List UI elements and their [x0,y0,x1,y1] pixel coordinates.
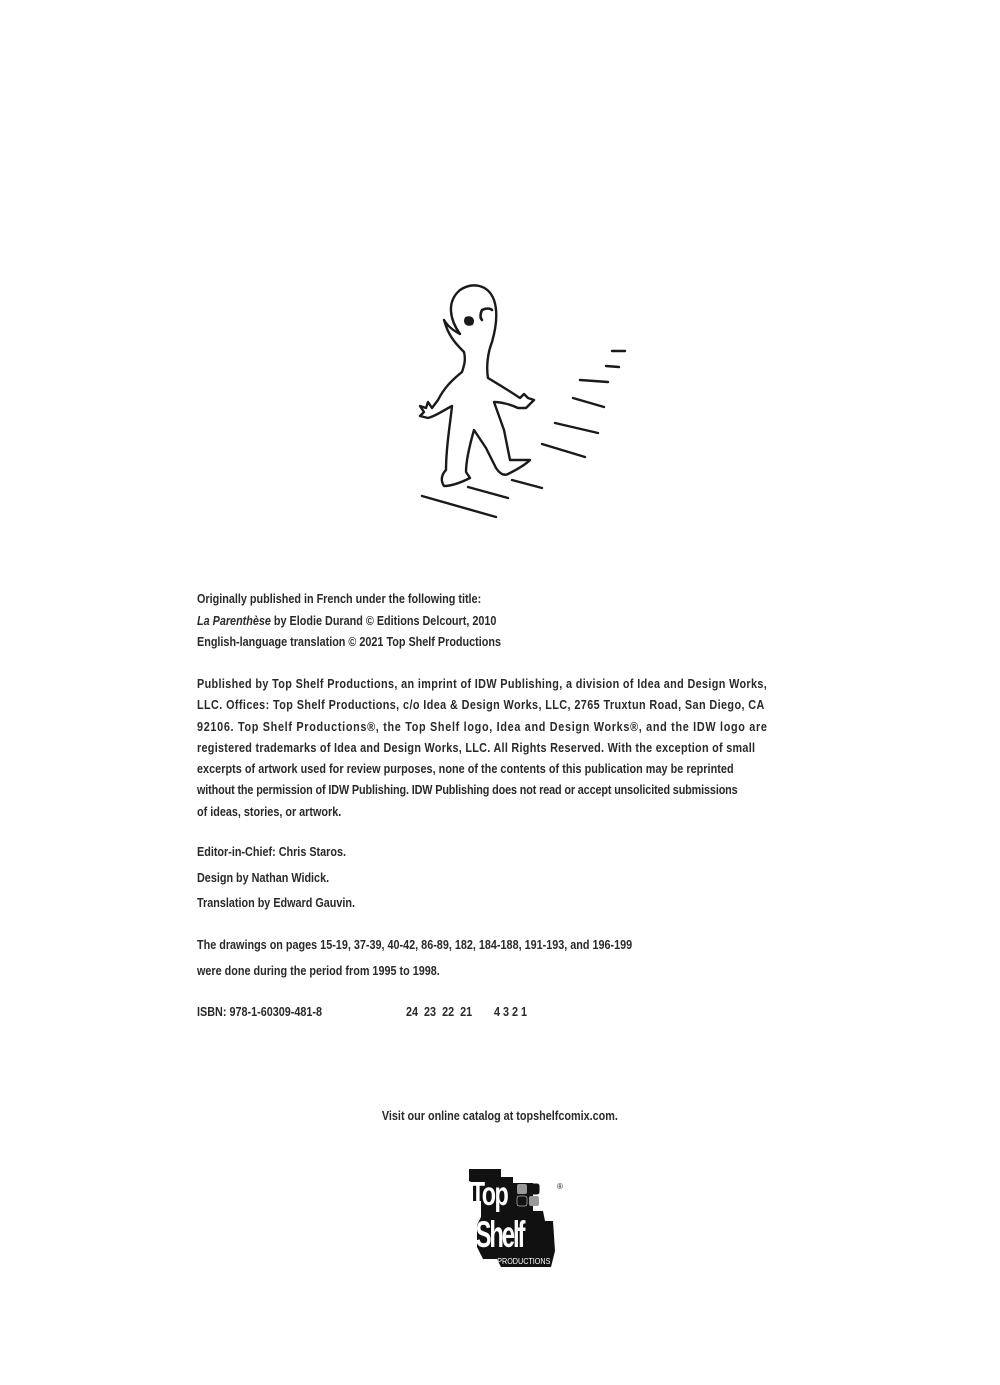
editor-credit: Editor-in-Chief: Chris Staros. [197,844,346,859]
legal-line: LLC. Offices: Top Shelf Productions, c/o Idea & Design Works, LLC, 2765 Truxtun Road, San Diego, CA [197,697,765,713]
printing-number-line: 4 3 2 1 [494,1004,528,1019]
isbn-row [197,1001,839,1023]
isbn-number: ISBN: 978-1-60309-481-8 [197,1004,323,1019]
translation-copyright: English-language translation © 2021 Top Shelf Productions [197,634,501,649]
design-credit: Design by Nathan Widick. [197,869,330,885]
logo-registered-mark: ® [557,1182,563,1191]
catalog-notice [0,1108,1000,1123]
logo-word-shelf: Shelf [475,1214,524,1256]
legal-line: excerpts of artwork used for review purposes, none of the contents of this publication may be reprinted [197,761,734,777]
walking-figure-illustration-icon [400,280,640,520]
top-shelf-productions-logo-icon [463,1163,569,1269]
legal-notice-paragraph [197,673,839,822]
translation-credit: Translation by Edward Gauvin. [197,895,356,910]
original-author-copyright: by Elodie Durand © Editions Delcourt, 2010 [270,612,497,628]
legal-line: without the permission of IDW Publishing. IDW Publishing does not read or accept unsolicited submissions [197,782,738,798]
logo-subtitle: PRODUCTIONS [497,1256,551,1267]
original-publication-credits [197,588,839,653]
legal-line: 92106. Top Shelf Productions®, the Top Shelf logo, Idea and Design Works®, and the IDW logo are [197,718,768,734]
logo-word-top: Top [470,1175,508,1213]
drawings-note-line: The drawings on pages 15-19, 37-39, 40-42, 86-89, 182, 184-188, 191-193, and 196-199 [197,937,633,952]
original-title: La Parenthèse [197,612,271,628]
staff-credits [197,839,839,916]
drawings-note [197,932,839,984]
original-title-intro: Originally published in French under the following title: [197,591,482,606]
catalog-text: Visit our online catalog at topshelfcomix.com. [382,1108,618,1123]
legal-line: Published by Top Shelf Productions, an imprint of IDW Publishing, a division of Idea and Design Works, [197,676,768,691]
legal-line: registered trademarks of Idea and Design Works, LLC. All Rights Reserved. With the exception of small [197,739,756,755]
drawings-note-line: were done during the period from 1995 to 1998. [197,963,440,978]
original-title-line [197,610,723,632]
legal-line: of ideas, stories, or artwork. [197,803,342,819]
printing-year-line: 24 23 22 21 [406,1004,473,1019]
